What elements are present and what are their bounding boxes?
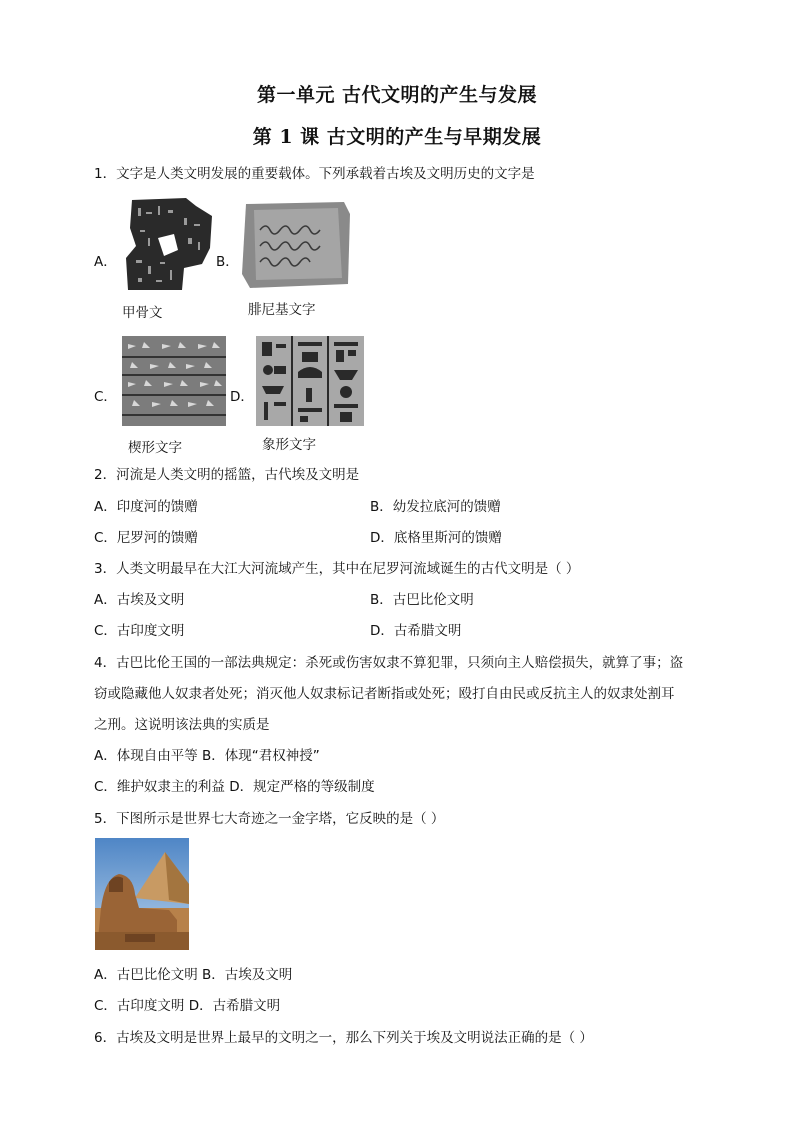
q4-stem-line-1: 4．古巴比伦王国的一部法典规定：杀死或伤害奴隶不算犯罪，只须向主人赔偿损失，就算了事；盗 [94,655,684,671]
q3-option-c: C．古印度文明 [94,623,185,639]
q5-options-cd: C．古印度文明 D．古希腊文明 [94,998,281,1014]
q3-option-b: B．古巴比伦文明 [370,592,474,608]
q1-option-d-label: D． [230,389,254,405]
q1-caption-d: 象形文字 [262,437,316,453]
pyramid-sphinx-image [95,838,189,950]
q2-stem: 2．河流是人类文明的摇篮，古代埃及文明是 [94,467,360,483]
q1-caption-b: 腓尼基文字 [248,302,316,318]
q2-option-c: C．尼罗河的馈赠 [94,530,198,546]
q3-option-d: D．古希腊文明 [370,623,462,639]
q1-option-c-label: C． [94,389,117,405]
q2-option-b: B．幼发拉底河的馈赠 [370,499,501,515]
lesson-title: 第 1 课 古文明的产生与早期发展 [252,126,542,148]
q5-stem: 5．下图所示是世界七大奇迹之一金字塔，它反映的是（ ） [94,811,445,827]
q4-options-cd: C．维护奴隶主的利益 D．规定严格的等级制度 [94,779,375,795]
q1-stem: 1．文字是人类文明发展的重要载体。下列承载着古埃及文明历史的文字是 [94,166,535,182]
q6-stem: 6．古埃及文明是世界上最早的文明之一，那么下列关于埃及文明说法正确的是（ ） [94,1030,593,1046]
q1-caption-c: 楔形文字 [128,440,182,456]
q1-option-b-label: B． [216,254,239,270]
q2-option-a: A．印度河的馈赠 [94,499,198,515]
q4-stem-line-3: 之刑。这说明该法典的实质是 [94,717,270,733]
oracle-bone-image [124,198,214,290]
hieroglyph-image [256,336,364,426]
q3-stem: 3．人类文明最早在大江大河流域产生，其中在尼罗河流域诞生的古代文明是（ ） [94,561,580,577]
q4-options-ab: A．体现自由平等 B．体现“君权神授” [94,748,320,764]
q5-options-ab: A．古巴比伦文明 B．古埃及文明 [94,967,293,983]
q1-option-a-label: A． [94,254,117,270]
q4-stem-line-2: 窃或隐藏他人奴隶者处死；消灭他人奴隶标记者断指或处死；殴打自由民或反抗主人的奴隶处割耳 [94,686,675,702]
phoenician-tablet-image [240,200,352,290]
cuneiform-tablet-image [122,336,226,426]
q2-option-d: D．底格里斯河的馈赠 [370,530,502,546]
q3-option-a: A．古埃及文明 [94,592,185,608]
q1-caption-a: 甲骨文 [122,305,163,321]
unit-title: 第一单元 古代文明的产生与发展 [256,84,538,106]
